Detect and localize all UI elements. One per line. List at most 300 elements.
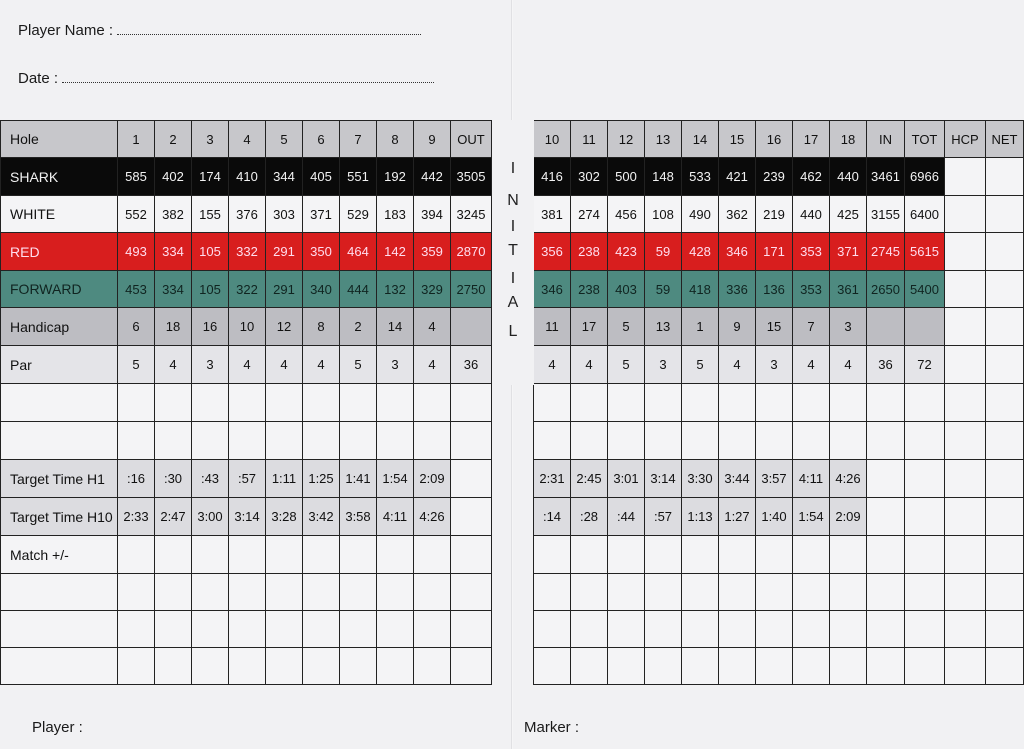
score-cell[interactable] [682, 384, 719, 422]
score-cell[interactable] [451, 536, 492, 574]
score-cell[interactable] [266, 384, 303, 422]
score-cell[interactable] [451, 611, 492, 648]
score-cell[interactable] [118, 648, 155, 685]
hole-number: 3 [192, 121, 229, 158]
white-tot: 6400 [905, 196, 945, 233]
score-cell[interactable] [867, 536, 905, 574]
front-row-match [1, 536, 492, 574]
initial-letter: L [508, 323, 518, 340]
score-cell[interactable] [608, 574, 645, 611]
red-hcp[interactable] [945, 233, 986, 271]
target_h10-value: 2:09 [830, 498, 867, 536]
handicap-net[interactable] [986, 308, 1024, 346]
score-cell[interactable] [229, 648, 266, 685]
target_h1-value: 3:01 [608, 460, 645, 498]
score-cell[interactable] [303, 422, 340, 460]
white-out: 3245 [451, 196, 492, 233]
back-row-target_h10 [534, 498, 1024, 536]
score-cell[interactable] [793, 536, 830, 574]
shark-net[interactable] [986, 158, 1024, 196]
hole-number: 9 [414, 121, 451, 158]
score-cell[interactable] [414, 648, 451, 685]
forward-hcp[interactable] [945, 271, 986, 308]
target_h10-value: 1:40 [756, 498, 793, 536]
in-header: IN [867, 121, 905, 158]
score-cell[interactable] [451, 648, 492, 685]
forward-label: FORWARD [1, 271, 118, 308]
target_h1-value: 3:30 [682, 460, 719, 498]
par-value: 4 [229, 346, 266, 384]
score-cell[interactable] [571, 574, 608, 611]
target_h10-value: :44 [608, 498, 645, 536]
back-row-blank4 [534, 611, 1024, 648]
score-cell[interactable] [719, 384, 756, 422]
red-value: 350 [303, 233, 340, 271]
score-cell[interactable] [571, 611, 608, 648]
score-cell[interactable] [229, 536, 266, 574]
hole-number: 2 [155, 121, 192, 158]
score-cell[interactable] [830, 422, 867, 460]
red-value: 105 [192, 233, 229, 271]
score-cell[interactable] [756, 422, 793, 460]
par-value: 4 [719, 346, 756, 384]
score-cell[interactable] [155, 648, 192, 685]
score-cell[interactable] [534, 574, 571, 611]
white-value: 183 [377, 196, 414, 233]
date-line [18, 70, 434, 87]
score-cell[interactable] [945, 384, 986, 422]
front-row-target_h10 [1, 498, 492, 536]
score-cell[interactable] [905, 536, 945, 574]
front-row-handicap [1, 308, 492, 346]
score-cell[interactable] [571, 648, 608, 685]
score-cell[interactable] [303, 384, 340, 422]
score-cell[interactable] [377, 574, 414, 611]
score-cell[interactable] [571, 422, 608, 460]
score-cell[interactable] [266, 422, 303, 460]
target_h10-tot[interactable] [905, 498, 945, 536]
front-row-par [1, 346, 492, 384]
score-cell[interactable] [414, 611, 451, 648]
score-cell[interactable] [229, 384, 266, 422]
red-value: 371 [830, 233, 867, 271]
score-cell[interactable] [986, 611, 1024, 648]
score-cell[interactable] [303, 536, 340, 574]
score-cell[interactable] [793, 384, 830, 422]
score-cell[interactable] [414, 384, 451, 422]
score-cell[interactable] [986, 384, 1024, 422]
score-cell[interactable] [867, 574, 905, 611]
front-row-blank4 [1, 611, 492, 648]
red-value: 142 [377, 233, 414, 271]
score-cell[interactable] [534, 648, 571, 685]
score-cell[interactable] [340, 611, 377, 648]
score-cell[interactable] [945, 422, 986, 460]
score-cell[interactable] [608, 422, 645, 460]
score-cell[interactable] [719, 574, 756, 611]
score-cell[interactable] [945, 574, 986, 611]
target_h1-value: :30 [155, 460, 192, 498]
score-cell[interactable] [192, 648, 229, 685]
initial-letter: A [507, 294, 519, 311]
target_h10-hcp[interactable] [945, 498, 986, 536]
score-row-label[interactable] [1, 574, 118, 611]
score-cell[interactable] [192, 384, 229, 422]
back-row-blank2 [534, 422, 1024, 460]
handicap-value: 1 [682, 308, 719, 346]
back-row-red [534, 233, 1024, 271]
score-cell[interactable] [986, 648, 1024, 685]
back-row-match [534, 536, 1024, 574]
score-cell[interactable] [192, 536, 229, 574]
score-cell[interactable] [905, 648, 945, 685]
score-cell[interactable] [192, 574, 229, 611]
score-cell[interactable] [945, 611, 986, 648]
score-cell[interactable] [266, 574, 303, 611]
score-cell[interactable] [682, 574, 719, 611]
score-cell[interactable] [945, 648, 986, 685]
score-cell[interactable] [192, 611, 229, 648]
handicap-label: Handicap [1, 308, 118, 346]
initial-letter: I [510, 218, 516, 235]
target_h10-net[interactable] [986, 498, 1024, 536]
red-value: 332 [229, 233, 266, 271]
red-value: 346 [719, 233, 756, 271]
score-cell[interactable] [340, 574, 377, 611]
score-row-label[interactable] [1, 422, 118, 460]
target_h1-value: 3:57 [756, 460, 793, 498]
score-cell[interactable] [571, 384, 608, 422]
forward-value: 105 [192, 271, 229, 308]
score-cell[interactable] [118, 574, 155, 611]
score-cell[interactable] [756, 384, 793, 422]
score-cell[interactable] [645, 648, 682, 685]
score-cell[interactable] [377, 611, 414, 648]
score-cell[interactable] [905, 574, 945, 611]
shark-value: 302 [571, 158, 608, 196]
handicap-value: 3 [830, 308, 867, 346]
score-cell[interactable] [571, 536, 608, 574]
score-cell[interactable] [830, 536, 867, 574]
score-row-label[interactable] [1, 384, 118, 422]
initial-letter: N [507, 192, 519, 209]
score-cell[interactable] [340, 536, 377, 574]
hole-number: 12 [608, 121, 645, 158]
score-cell[interactable] [266, 648, 303, 685]
handicap-value: 7 [793, 308, 830, 346]
hole-number: 14 [682, 121, 719, 158]
red-value: 334 [155, 233, 192, 271]
score-row-label[interactable] [1, 611, 118, 648]
score-cell[interactable] [645, 422, 682, 460]
par-value: 3 [756, 346, 793, 384]
hcp-header: HCP [945, 121, 986, 158]
white-value: 394 [414, 196, 451, 233]
red-value: 291 [266, 233, 303, 271]
score-cell[interactable] [867, 384, 905, 422]
score-cell[interactable] [266, 536, 303, 574]
handicap-value: 15 [756, 308, 793, 346]
forward-value: 444 [340, 271, 377, 308]
score-cell[interactable] [608, 536, 645, 574]
score-cell[interactable] [867, 422, 905, 460]
score-cell[interactable] [682, 648, 719, 685]
score-cell[interactable] [229, 611, 266, 648]
handicap-value: 12 [266, 308, 303, 346]
handicap-value: 10 [229, 308, 266, 346]
white-label: WHITE [1, 196, 118, 233]
shark-hcp[interactable] [945, 158, 986, 196]
forward-in: 2650 [867, 271, 905, 308]
forward-value: 453 [118, 271, 155, 308]
shark-value: 442 [414, 158, 451, 196]
score-cell[interactable] [905, 611, 945, 648]
score-cell[interactable] [608, 648, 645, 685]
score-cell[interactable] [756, 536, 793, 574]
par-hcp[interactable] [945, 346, 986, 384]
forward-tot: 5400 [905, 271, 945, 308]
score-cell[interactable] [719, 422, 756, 460]
target_h10-in[interactable] [867, 498, 905, 536]
target_h1-net[interactable] [986, 460, 1024, 498]
par-net[interactable] [986, 346, 1024, 384]
score-cell[interactable] [793, 648, 830, 685]
hole-number: 4 [229, 121, 266, 158]
score-cell[interactable] [682, 536, 719, 574]
front-row-blank1 [1, 384, 492, 422]
score-cell[interactable] [756, 574, 793, 611]
forward-out: 2750 [451, 271, 492, 308]
score-cell[interactable] [377, 536, 414, 574]
back-nine-table [533, 120, 1024, 685]
target_h1-hcp[interactable] [945, 460, 986, 498]
red-value: 171 [756, 233, 793, 271]
score-cell[interactable] [719, 648, 756, 685]
front-row-red [1, 233, 492, 271]
score-cell[interactable] [867, 611, 905, 648]
score-cell[interactable] [719, 611, 756, 648]
handicap-value: 17 [571, 308, 608, 346]
red-value: 238 [571, 233, 608, 271]
hole-number: 18 [830, 121, 867, 158]
par-value: 4 [266, 346, 303, 384]
shark-value: 551 [340, 158, 377, 196]
score-cell[interactable] [266, 611, 303, 648]
target_h10-value: 1:54 [793, 498, 830, 536]
score-cell[interactable] [155, 422, 192, 460]
score-cell[interactable] [155, 574, 192, 611]
score-cell[interactable] [830, 384, 867, 422]
score-cell[interactable] [645, 611, 682, 648]
front-row-hole [1, 121, 492, 158]
player-name-field[interactable] [117, 22, 421, 35]
white-in: 3155 [867, 196, 905, 233]
score-cell[interactable] [793, 611, 830, 648]
score-cell[interactable] [340, 422, 377, 460]
forward-value: 238 [571, 271, 608, 308]
score-cell[interactable] [303, 648, 340, 685]
hole-number: 10 [534, 121, 571, 158]
net-header: NET [986, 121, 1024, 158]
target_h10-value: 3:42 [303, 498, 340, 536]
score-cell[interactable] [229, 574, 266, 611]
target_h10-value: 3:00 [192, 498, 229, 536]
white-hcp[interactable] [945, 196, 986, 233]
score-cell[interactable] [451, 574, 492, 611]
shark-tot: 6966 [905, 158, 945, 196]
par-value: 5 [340, 346, 377, 384]
score-cell[interactable] [645, 574, 682, 611]
forward-value: 59 [645, 271, 682, 308]
score-cell[interactable] [534, 384, 571, 422]
score-cell[interactable] [756, 648, 793, 685]
red-label: RED [1, 233, 118, 271]
target_h10-value: :57 [645, 498, 682, 536]
shark-value: 410 [229, 158, 266, 196]
front-row-target_h1 [1, 460, 492, 498]
handicap-value: 4 [414, 308, 451, 346]
score-cell[interactable] [830, 648, 867, 685]
red-net[interactable] [986, 233, 1024, 271]
out-header: OUT [451, 121, 492, 158]
target_h1-value: 1:41 [340, 460, 377, 498]
score-cell[interactable] [340, 648, 377, 685]
score-cell[interactable] [192, 422, 229, 460]
score-cell[interactable] [682, 611, 719, 648]
score-cell[interactable] [155, 611, 192, 648]
target_h10-value: 3:14 [229, 498, 266, 536]
score-cell[interactable] [118, 536, 155, 574]
score-cell[interactable] [534, 422, 571, 460]
score-cell[interactable] [534, 536, 571, 574]
initial-letter: T [508, 242, 518, 259]
red-value: 353 [793, 233, 830, 271]
hole-number: 7 [340, 121, 377, 158]
score-cell[interactable] [608, 611, 645, 648]
score-cell[interactable] [377, 422, 414, 460]
date-label: Date : [18, 70, 59, 87]
forward-value: 322 [229, 271, 266, 308]
score-cell[interactable] [608, 384, 645, 422]
handicap-value: 8 [303, 308, 340, 346]
score-row-label[interactable] [1, 648, 118, 685]
back-row-shark [534, 158, 1024, 196]
target_h1-in[interactable] [867, 460, 905, 498]
score-cell[interactable] [830, 574, 867, 611]
score-cell[interactable] [830, 611, 867, 648]
tot-header: TOT [905, 121, 945, 158]
back-row-handicap [534, 308, 1024, 346]
date-field[interactable] [62, 70, 434, 83]
handicap-in [867, 308, 905, 346]
score-cell[interactable] [118, 384, 155, 422]
hole-number: 6 [303, 121, 340, 158]
score-cell[interactable] [793, 574, 830, 611]
score-cell[interactable] [303, 574, 340, 611]
shark-value: 585 [118, 158, 155, 196]
score-cell[interactable] [229, 422, 266, 460]
par-value: 4 [414, 346, 451, 384]
score-cell[interactable] [414, 422, 451, 460]
score-cell[interactable] [986, 536, 1024, 574]
forward-value: 403 [608, 271, 645, 308]
score-cell[interactable] [377, 384, 414, 422]
score-cell[interactable] [377, 648, 414, 685]
score-cell[interactable] [867, 648, 905, 685]
target_h10-value: 3:28 [266, 498, 303, 536]
back-row-blank3 [534, 574, 1024, 611]
front-row-blank3 [1, 574, 492, 611]
score-cell[interactable] [905, 422, 945, 460]
score-cell[interactable] [414, 574, 451, 611]
score-cell[interactable] [756, 611, 793, 648]
score-cell[interactable] [986, 422, 1024, 460]
target_h10-out[interactable] [451, 498, 492, 536]
score-cell[interactable] [414, 536, 451, 574]
white-value: 303 [266, 196, 303, 233]
score-cell[interactable] [682, 422, 719, 460]
white-value: 382 [155, 196, 192, 233]
white-net[interactable] [986, 196, 1024, 233]
target_h10-value: :14 [534, 498, 571, 536]
shark-value: 405 [303, 158, 340, 196]
score-cell[interactable] [340, 384, 377, 422]
score-cell[interactable] [645, 536, 682, 574]
score-cell[interactable] [905, 384, 945, 422]
handicap-out [451, 308, 492, 346]
score-cell[interactable] [451, 422, 492, 460]
par-value: 3 [645, 346, 682, 384]
handicap-value: 16 [192, 308, 229, 346]
score-cell[interactable] [451, 384, 492, 422]
score-cell[interactable] [118, 422, 155, 460]
back-row-blank5 [534, 648, 1024, 685]
score-cell[interactable] [793, 422, 830, 460]
score-cell[interactable] [645, 384, 682, 422]
white-value: 371 [303, 196, 340, 233]
score-cell[interactable] [945, 536, 986, 574]
white-value: 376 [229, 196, 266, 233]
score-cell[interactable] [155, 384, 192, 422]
handicap-value: 6 [118, 308, 155, 346]
par-value: 5 [682, 346, 719, 384]
back-row-blank1 [534, 384, 1024, 422]
score-cell[interactable] [534, 611, 571, 648]
target_h1-value: 2:31 [534, 460, 571, 498]
white-value: 108 [645, 196, 682, 233]
target_h1-value: 4:11 [793, 460, 830, 498]
score-cell[interactable] [303, 611, 340, 648]
handicap-hcp[interactable] [945, 308, 986, 346]
score-cell[interactable] [155, 536, 192, 574]
score-cell[interactable] [118, 611, 155, 648]
red-out: 2870 [451, 233, 492, 271]
back-row-par [534, 346, 1024, 384]
shark-value: 344 [266, 158, 303, 196]
forward-net[interactable] [986, 271, 1024, 308]
white-value: 155 [192, 196, 229, 233]
score-cell[interactable] [986, 574, 1024, 611]
par-value: 4 [830, 346, 867, 384]
target_h1-out[interactable] [451, 460, 492, 498]
target_h1-value: 3:14 [645, 460, 682, 498]
target_h10-value: 2:47 [155, 498, 192, 536]
front-nine-table [0, 120, 492, 685]
forward-value: 132 [377, 271, 414, 308]
target_h1-tot[interactable] [905, 460, 945, 498]
score-cell[interactable] [719, 536, 756, 574]
target_h10-value: 4:11 [377, 498, 414, 536]
